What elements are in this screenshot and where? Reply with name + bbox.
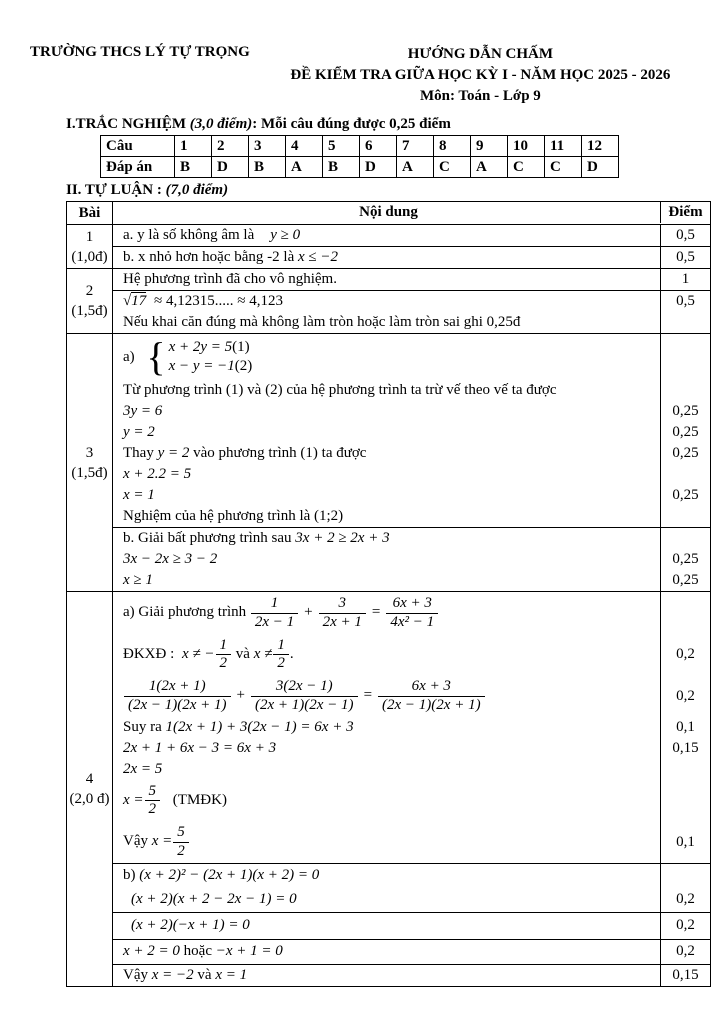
denominator: 2 bbox=[145, 800, 161, 818]
numerator: 3 bbox=[338, 595, 347, 612]
point-value: 0,25 bbox=[660, 422, 710, 443]
denominator: (2x − 1)(2x + 1) bbox=[378, 696, 485, 714]
document-header bbox=[30, 44, 711, 107]
sqrt-expression bbox=[123, 292, 146, 309]
answer-text: hoặc bbox=[183, 943, 212, 960]
problem-1 bbox=[67, 224, 710, 268]
radical-sign: √ bbox=[123, 293, 132, 310]
operator: = bbox=[371, 604, 381, 621]
fraction bbox=[251, 595, 298, 631]
problem-number: 2 bbox=[85, 283, 94, 299]
answer-cell: D bbox=[212, 157, 249, 178]
fraction bbox=[173, 824, 189, 860]
answers-table-question-row bbox=[101, 136, 619, 157]
answer-text: Suy ra bbox=[123, 718, 162, 735]
answer-text: (TMĐK) bbox=[172, 791, 227, 808]
section1-heading-bold: I.TRẮC NGHIỆM bbox=[66, 116, 190, 132]
math-expression: x = 1 bbox=[215, 966, 248, 983]
answer-text: và bbox=[197, 966, 212, 983]
point-value-empty bbox=[660, 592, 710, 634]
section1-heading-italic: (3,0 điểm) bbox=[189, 116, 253, 132]
math-expression: 3x + 2 ≥ 2x + 3 bbox=[295, 530, 390, 547]
math-expression: x ≥ 1 bbox=[123, 572, 153, 589]
equation-1: x + 2y = 5 bbox=[168, 338, 233, 355]
question-number: 5 bbox=[323, 136, 360, 157]
essay-table bbox=[66, 201, 711, 987]
answer-text: ĐKXĐ : bbox=[123, 645, 175, 662]
answer-cell: C bbox=[508, 157, 545, 178]
point-value: 0,25 bbox=[660, 570, 710, 591]
math-expression: y = 2 bbox=[123, 424, 155, 441]
question-number: 12 bbox=[582, 136, 619, 157]
point-value-empty bbox=[660, 312, 710, 333]
denominator: (2x + 1)(2x − 1) bbox=[251, 696, 358, 714]
numerator: 1(2x + 1) bbox=[148, 678, 206, 695]
point-value-empty bbox=[660, 506, 710, 527]
answer-text: vào phương trình (1) ta được bbox=[193, 445, 367, 462]
problem-3a-row bbox=[113, 334, 710, 527]
section1-heading-rest: : Mỗi câu đúng được 0,25 điểm bbox=[252, 116, 451, 132]
point-value: 0,15 bbox=[660, 738, 710, 759]
point-value: 0,5 bbox=[660, 291, 710, 312]
math-expression: 2x + 1 + 6x − 3 = 6x + 3 bbox=[123, 739, 277, 756]
problem-4 bbox=[67, 591, 710, 986]
math-expression: x = bbox=[123, 791, 144, 808]
question-number: 9 bbox=[471, 136, 508, 157]
answer-cell: A bbox=[397, 157, 434, 178]
answer-text: a. y là số không âm là bbox=[123, 227, 255, 244]
answer-cell: C bbox=[545, 157, 582, 178]
question-number: 8 bbox=[434, 136, 471, 157]
answer-cell: A bbox=[286, 157, 323, 178]
point-value: 0,25 bbox=[660, 485, 710, 506]
point-value: 0,15 bbox=[660, 965, 710, 986]
problem-points: (1,5đ) bbox=[71, 464, 108, 481]
problem-1b-row bbox=[113, 246, 710, 268]
fraction bbox=[251, 678, 358, 714]
fraction bbox=[273, 637, 289, 673]
math-expression: x ≠ bbox=[253, 645, 273, 662]
essay-table-header bbox=[67, 202, 710, 224]
numerator: 5 bbox=[177, 824, 185, 841]
math-expression: y ≥ 0 bbox=[270, 227, 301, 244]
fraction bbox=[124, 678, 231, 714]
equation-1-number: (1) bbox=[232, 338, 250, 355]
part-label: a) bbox=[123, 348, 135, 365]
denominator: (2x − 1)(2x + 1) bbox=[124, 696, 231, 714]
math-expression: x = 1 bbox=[123, 487, 155, 504]
problem-4b-row-1 bbox=[113, 863, 710, 912]
problem-2b-row bbox=[113, 290, 710, 333]
problem-1a-row bbox=[113, 225, 710, 246]
math-expression: (x + 2)² − (2x + 1)(x + 2) = 0 bbox=[139, 867, 320, 884]
math-expression: 3x − 2x ≥ 3 − 2 bbox=[123, 551, 218, 568]
conclusion-text: Nghiệm của hệ phương trình là (1;2) bbox=[123, 508, 344, 525]
problem-number: 3 bbox=[85, 444, 94, 461]
problem-points: (1,5đ) bbox=[71, 303, 108, 320]
question-number: 6 bbox=[360, 136, 397, 157]
numerator: 1 bbox=[219, 636, 228, 653]
denominator: 2 bbox=[216, 654, 232, 672]
problem-3b-row bbox=[113, 527, 710, 591]
point-value: 0,2 bbox=[660, 888, 710, 912]
dapan-label: Đáp án bbox=[101, 157, 175, 178]
question-number: 3 bbox=[249, 136, 286, 157]
section1-heading bbox=[66, 116, 711, 133]
math-expression: 2x = 5 bbox=[123, 760, 163, 777]
point-value: 0,25 bbox=[660, 549, 710, 570]
denominator: 2x + 1 bbox=[319, 613, 366, 631]
problem-4b-row-3 bbox=[113, 939, 710, 964]
radicand: 17 bbox=[131, 293, 147, 310]
question-number: 7 bbox=[397, 136, 434, 157]
denominator: 2 bbox=[173, 842, 189, 860]
point-value: 0,1 bbox=[660, 821, 710, 863]
fraction bbox=[216, 637, 232, 673]
problem-4b-row-4 bbox=[113, 964, 710, 986]
question-number: 1 bbox=[175, 136, 212, 157]
answer-cell: B bbox=[323, 157, 360, 178]
point-value-empty bbox=[660, 464, 710, 485]
numerator: 1 bbox=[277, 636, 285, 653]
point-value-empty bbox=[660, 380, 710, 401]
answer-cell: D bbox=[582, 157, 619, 178]
question-number: 2 bbox=[212, 136, 249, 157]
math-expression: x ≤ −2 bbox=[297, 249, 338, 266]
question-number: 10 bbox=[508, 136, 545, 157]
section2-heading-italic: (7,0 điểm) bbox=[165, 182, 229, 198]
math-expression: (x + 2)(x + 2 − 2x − 1) = 0 bbox=[131, 891, 297, 908]
point-value: 0,2 bbox=[660, 634, 710, 676]
question-number: 11 bbox=[545, 136, 582, 157]
grading-note: Nếu khai căn đúng mà không làm tròn hoặc làm tròn sai ghi 0,25đ bbox=[123, 314, 521, 331]
problem-2-label bbox=[67, 269, 113, 333]
equation-2-number: (2) bbox=[234, 358, 253, 375]
answer-text: Hệ phương trình đã cho vô nghiệm. bbox=[123, 271, 337, 288]
fraction bbox=[319, 595, 366, 631]
answer-text: Vậy bbox=[123, 966, 148, 983]
numerator: 1 bbox=[270, 595, 279, 612]
school-name: TRƯỜNG THCS LÝ TỰ TRỌNG bbox=[30, 44, 250, 60]
math-expression: −x + 1 = 0 bbox=[215, 943, 283, 960]
math-expression: x = −2 bbox=[151, 966, 194, 983]
point-value: 0,1 bbox=[660, 717, 710, 738]
equation-2: x − y = −1 bbox=[168, 358, 235, 375]
problem-points: (1,0đ) bbox=[71, 248, 108, 265]
part-label: b) bbox=[123, 867, 136, 884]
answer-cell: B bbox=[175, 157, 212, 178]
problem-2 bbox=[67, 268, 710, 333]
math-expression: x = bbox=[151, 833, 173, 850]
numerator: 5 bbox=[148, 782, 157, 799]
question-number: 4 bbox=[286, 136, 323, 157]
operator: + bbox=[304, 604, 313, 621]
math-expression: x + 2 = 0 bbox=[123, 943, 180, 960]
answer-cell: B bbox=[249, 157, 286, 178]
explanation-text: Từ phương trình (1) và (2) của hệ phương trình ta trừ vế theo vế ta được bbox=[123, 382, 557, 399]
problem-1-label bbox=[67, 225, 113, 268]
problem-points: (2,0 đ) bbox=[69, 791, 110, 807]
subject-line: Môn: Toán - Lớp 9 bbox=[419, 88, 541, 104]
answer-text: và bbox=[235, 645, 250, 662]
fraction bbox=[145, 783, 161, 819]
cau-label: Câu bbox=[101, 136, 175, 157]
fraction bbox=[386, 595, 438, 631]
point-value-empty bbox=[660, 864, 710, 888]
math-expression: ≈ 4,12315..... ≈ 4,123 bbox=[153, 293, 283, 310]
problem-4-label bbox=[67, 592, 113, 986]
math-expression: (x + 2)(−x + 1) = 0 bbox=[131, 917, 250, 934]
point-value-empty bbox=[660, 780, 710, 822]
operator: = bbox=[363, 687, 373, 704]
problem-4a-row bbox=[113, 592, 710, 863]
math-expression: y = 2 bbox=[157, 445, 190, 462]
punctuation: . bbox=[289, 645, 294, 662]
answer-text: Thay bbox=[123, 445, 154, 462]
col-header-noidung: Nội dung bbox=[359, 204, 418, 220]
point-value-empty bbox=[660, 334, 710, 380]
answer-cell: D bbox=[360, 157, 397, 178]
answer-text: b. x nhỏ hơn hoặc bằng -2 là bbox=[123, 249, 295, 266]
point-value: 1 bbox=[660, 269, 710, 290]
section2-heading-bold: II. TỰ LUẬN : bbox=[66, 182, 166, 198]
doc-title: HƯỚNG DẪN CHẤM bbox=[407, 46, 554, 62]
problem-4b-row-2 bbox=[113, 912, 710, 939]
math-expression: 1(2x + 1) + 3(2x − 1) = 6x + 3 bbox=[165, 718, 354, 735]
numerator: 6x + 3 bbox=[392, 595, 432, 612]
answer-text: Vậy bbox=[123, 833, 148, 850]
answer-cell: A bbox=[471, 157, 508, 178]
problem-3-label bbox=[67, 334, 113, 591]
problem-3 bbox=[67, 333, 710, 591]
equation-system bbox=[146, 334, 253, 380]
problem-number: 4 bbox=[85, 770, 94, 787]
title-block bbox=[250, 44, 711, 107]
point-value: 0,2 bbox=[660, 940, 710, 964]
col-header-bai: Bài bbox=[67, 202, 113, 224]
math-expression: x ≠ − bbox=[182, 645, 215, 662]
math-expression: x + 2.2 = 5 bbox=[123, 466, 192, 483]
math-expression: 3y = 6 bbox=[123, 403, 163, 420]
point-value-empty bbox=[660, 528, 710, 549]
answer-text: a) Giải phương trình bbox=[123, 604, 247, 621]
problem-number: 1 bbox=[85, 228, 94, 245]
point-value: 0,2 bbox=[660, 675, 710, 717]
answer-cell: C bbox=[434, 157, 471, 178]
denominator: 2 bbox=[273, 654, 289, 672]
exam-title: ĐỀ KIỂM TRA GIỮA HỌC KỲ I - NĂM HỌC 2025 - 2026 bbox=[290, 67, 671, 83]
point-value-empty bbox=[660, 759, 710, 780]
point-value: 0,2 bbox=[660, 913, 710, 939]
operator: + bbox=[236, 687, 246, 704]
numerator: 6x + 3 bbox=[411, 678, 451, 695]
answer-text: b. Giải bất phương trình sau bbox=[123, 530, 292, 547]
answers-table bbox=[100, 135, 619, 178]
point-value: 0,25 bbox=[660, 401, 710, 422]
point-value: 0,5 bbox=[660, 247, 710, 268]
section2-heading bbox=[66, 182, 711, 199]
problem-2a-row bbox=[113, 269, 710, 290]
fraction bbox=[378, 678, 485, 714]
col-header-diem: Điểm bbox=[660, 202, 710, 223]
point-value: 0,25 bbox=[660, 443, 710, 464]
numerator: 3(2x − 1) bbox=[275, 678, 333, 695]
answers-table-answer-row bbox=[101, 157, 619, 178]
denominator: 2x − 1 bbox=[251, 613, 298, 631]
denominator: 4x² − 1 bbox=[386, 613, 438, 631]
point-value: 0,5 bbox=[660, 225, 710, 246]
system-brace: { bbox=[146, 334, 166, 380]
